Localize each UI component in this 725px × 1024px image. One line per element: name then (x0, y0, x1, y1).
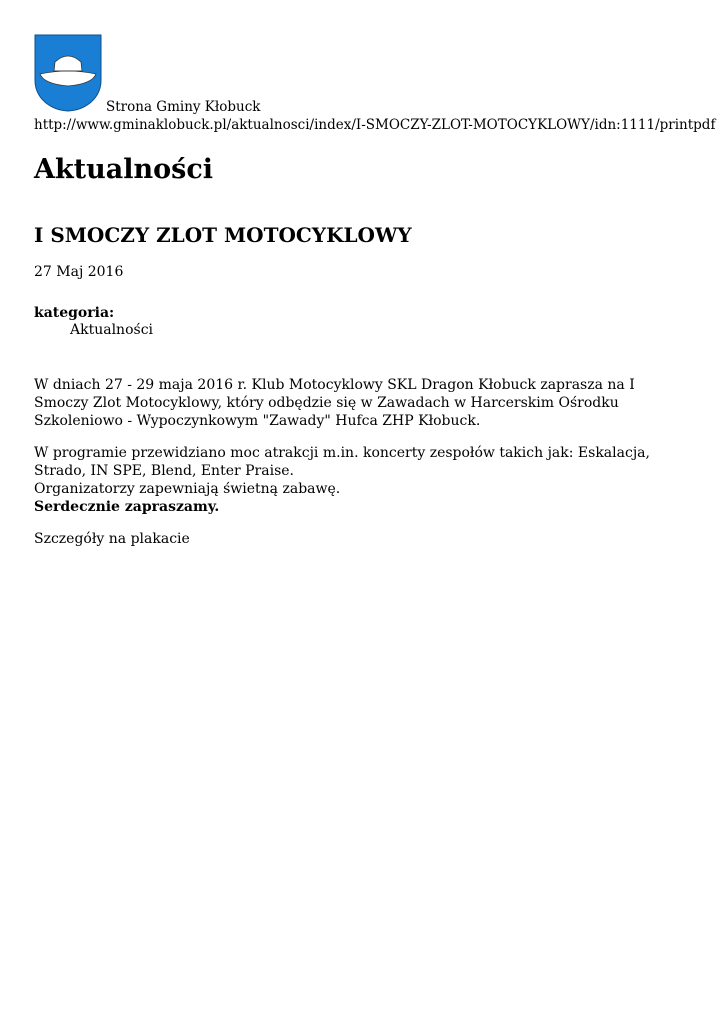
paragraph-2-line-2: Organizatorzy zapewniają świetną zabawę. (34, 481, 341, 497)
source-url[interactable]: http://www.gminaklobuck.pl/aktualnosci/index/I-SMOCZY-ZLOT-MOTOCYKLOWY/idn:1111/printpdf (34, 117, 716, 133)
article-body (34, 376, 684, 562)
article-title: I SMOCZY ZLOT MOTOCYKLOWY (34, 223, 412, 247)
category-value: Aktualności (70, 322, 154, 338)
invitation-text: Serdecznie zapraszamy. (34, 499, 220, 515)
category-label: kategoria: (34, 305, 115, 321)
section-title: Aktualności (34, 154, 214, 185)
paragraph-3: Szczegóły na plakacie (34, 531, 190, 547)
document-page (34, 34, 716, 547)
site-name: Strona Gminy Kłobuck (106, 99, 261, 115)
paragraph-2 (34, 444, 684, 516)
paragraph-1: W dniach 27 - 29 maja 2016 r. Klub Motocyklowy SKL Dragon Kłobuck zaprasza na I Smoczy Zlot Motocyklowy, który odbędzie się w Zawadach w Harcerskim Ośrodku Szkoleniowo - Wypoczynkowym "Zawady" Hufca ZHP Kłobuck. (34, 377, 635, 429)
coat-of-arms-icon (34, 34, 102, 112)
paragraph-2-line-1: W programie przewidziano moc atrakcji m.in. koncerty zespołów takich jak: Eskalacja, Strado, IN SPE, Blend, Enter Praise. (34, 445, 650, 479)
document-header (34, 34, 716, 133)
article-date: 27 Maj 2016 (34, 264, 124, 280)
